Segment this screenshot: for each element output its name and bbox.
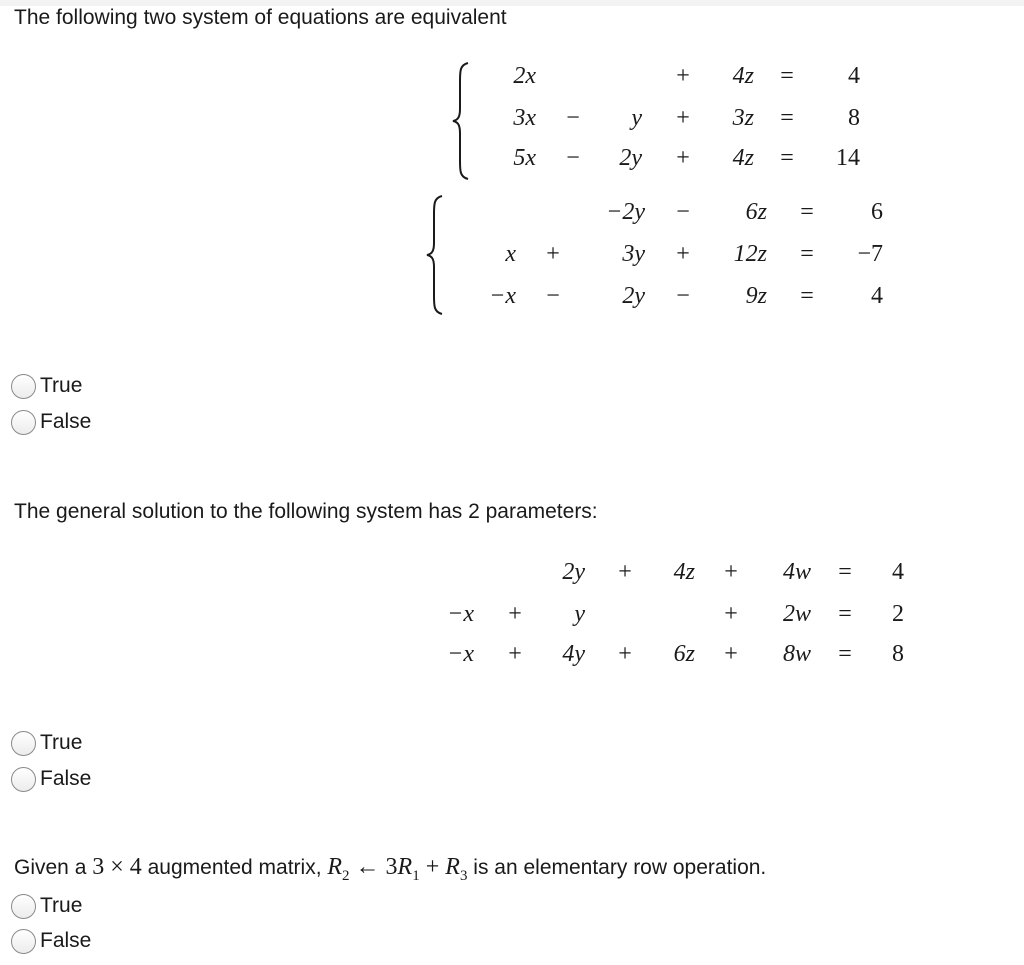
term-z: 4z [673,559,695,585]
question-2-prompt: The general solution to the following system has 2 parameters: [14,500,598,523]
prompt-text: is an elementary row operation. [473,856,767,879]
row-symbol: R [327,854,343,880]
operator: + [546,241,560,267]
term-z: 4z [732,145,754,171]
equals-sign: = [800,199,814,225]
equals-sign: = [800,241,814,267]
rhs-value: 14 [836,145,860,171]
radio-button[interactable] [11,410,36,435]
term-z: 9z [745,283,767,309]
option-label: False [40,767,92,790]
term-x: x [505,241,516,267]
operator: + [724,641,738,667]
term-y: 4y [562,641,585,667]
rhs-value: 8 [848,105,860,131]
left-brace [424,194,446,316]
operator: + [508,601,522,627]
term-w: 4w [782,559,811,585]
operator: + [618,559,632,585]
operator: + [508,641,522,667]
term-y: y [574,601,585,627]
equals-sign: = [838,559,852,585]
operator: + [676,105,690,131]
option-false[interactable] [11,408,91,436]
equals-sign: = [780,105,794,131]
operator: + [676,145,690,171]
coefficient: 3 [385,854,398,880]
operator: − [676,283,690,309]
assign-arrow: ← [355,854,380,880]
equals-sign: = [838,601,852,627]
radio-button[interactable] [11,894,36,919]
term-y: 3y [622,241,645,267]
operator: + [724,601,738,627]
prompt-text: augmented matrix, [147,856,322,879]
term-x: 5x [513,145,536,171]
radio-button[interactable] [11,767,36,792]
term-x: 3x [513,105,536,131]
operator: − [546,283,560,309]
operator: + [676,241,690,267]
term-y: 2y [619,145,642,171]
row-index: 1 [412,867,420,884]
operator: − [566,105,580,131]
left-brace [450,61,472,181]
rhs-value: 6 [871,199,883,225]
term-z: 6z [673,641,695,667]
option-false[interactable] [11,765,91,793]
matrix-dimensions: 3 × 4 [92,854,142,880]
rhs-value: 4 [848,63,860,89]
term-x: −x [489,283,516,309]
term-z: 6z [745,199,767,225]
equals-sign: = [780,145,794,171]
row-symbol: R [445,854,460,880]
term-y: 2y [562,559,585,585]
term-x: 2x [513,63,536,89]
question-page [0,6,1024,965]
rhs-value: 2 [892,601,904,627]
row-operation [327,854,468,884]
option-true[interactable] [11,372,82,400]
rhs-value: 8 [892,641,904,667]
term-y: y [631,105,642,131]
term-w: 8w [782,641,811,667]
term-x: −x [447,641,474,667]
term-w: 2w [782,601,811,627]
prompt-text: Given a [14,856,87,879]
question-1-prompt: The following two system of equations are equivalent [14,6,507,29]
question-3-prompt [14,854,766,885]
row-index: 3 [459,867,468,884]
option-label: True [40,894,83,917]
term-x: −x [447,601,474,627]
option-label: True [40,731,83,754]
option-label: False [40,410,92,433]
equals-sign: = [780,63,794,89]
term-y: 2y [622,283,645,309]
option-label: True [40,374,83,397]
term-y: −2y [606,199,645,225]
plus-sign: + [425,854,440,880]
option-label: False [40,929,92,952]
rhs-value: 4 [892,559,904,585]
option-true[interactable] [11,892,82,920]
operator: − [566,145,580,171]
radio-button[interactable] [11,374,36,399]
rhs-value: 4 [871,283,883,309]
option-true[interactable] [11,729,82,757]
equals-sign: = [800,283,814,309]
operator: + [618,641,632,667]
rhs-value: −7 [857,241,883,267]
operator: − [676,199,690,225]
term-z: 4z [732,63,754,89]
radio-button[interactable] [11,929,36,954]
equals-sign: = [838,641,852,667]
term-z: 3z [732,105,754,131]
radio-button[interactable] [11,731,36,756]
option-false[interactable] [11,927,91,955]
term-z: 12z [733,241,767,267]
row-index: 2 [342,867,350,884]
operator: + [676,63,690,89]
operator: + [724,559,738,585]
row-symbol: R [397,854,413,880]
